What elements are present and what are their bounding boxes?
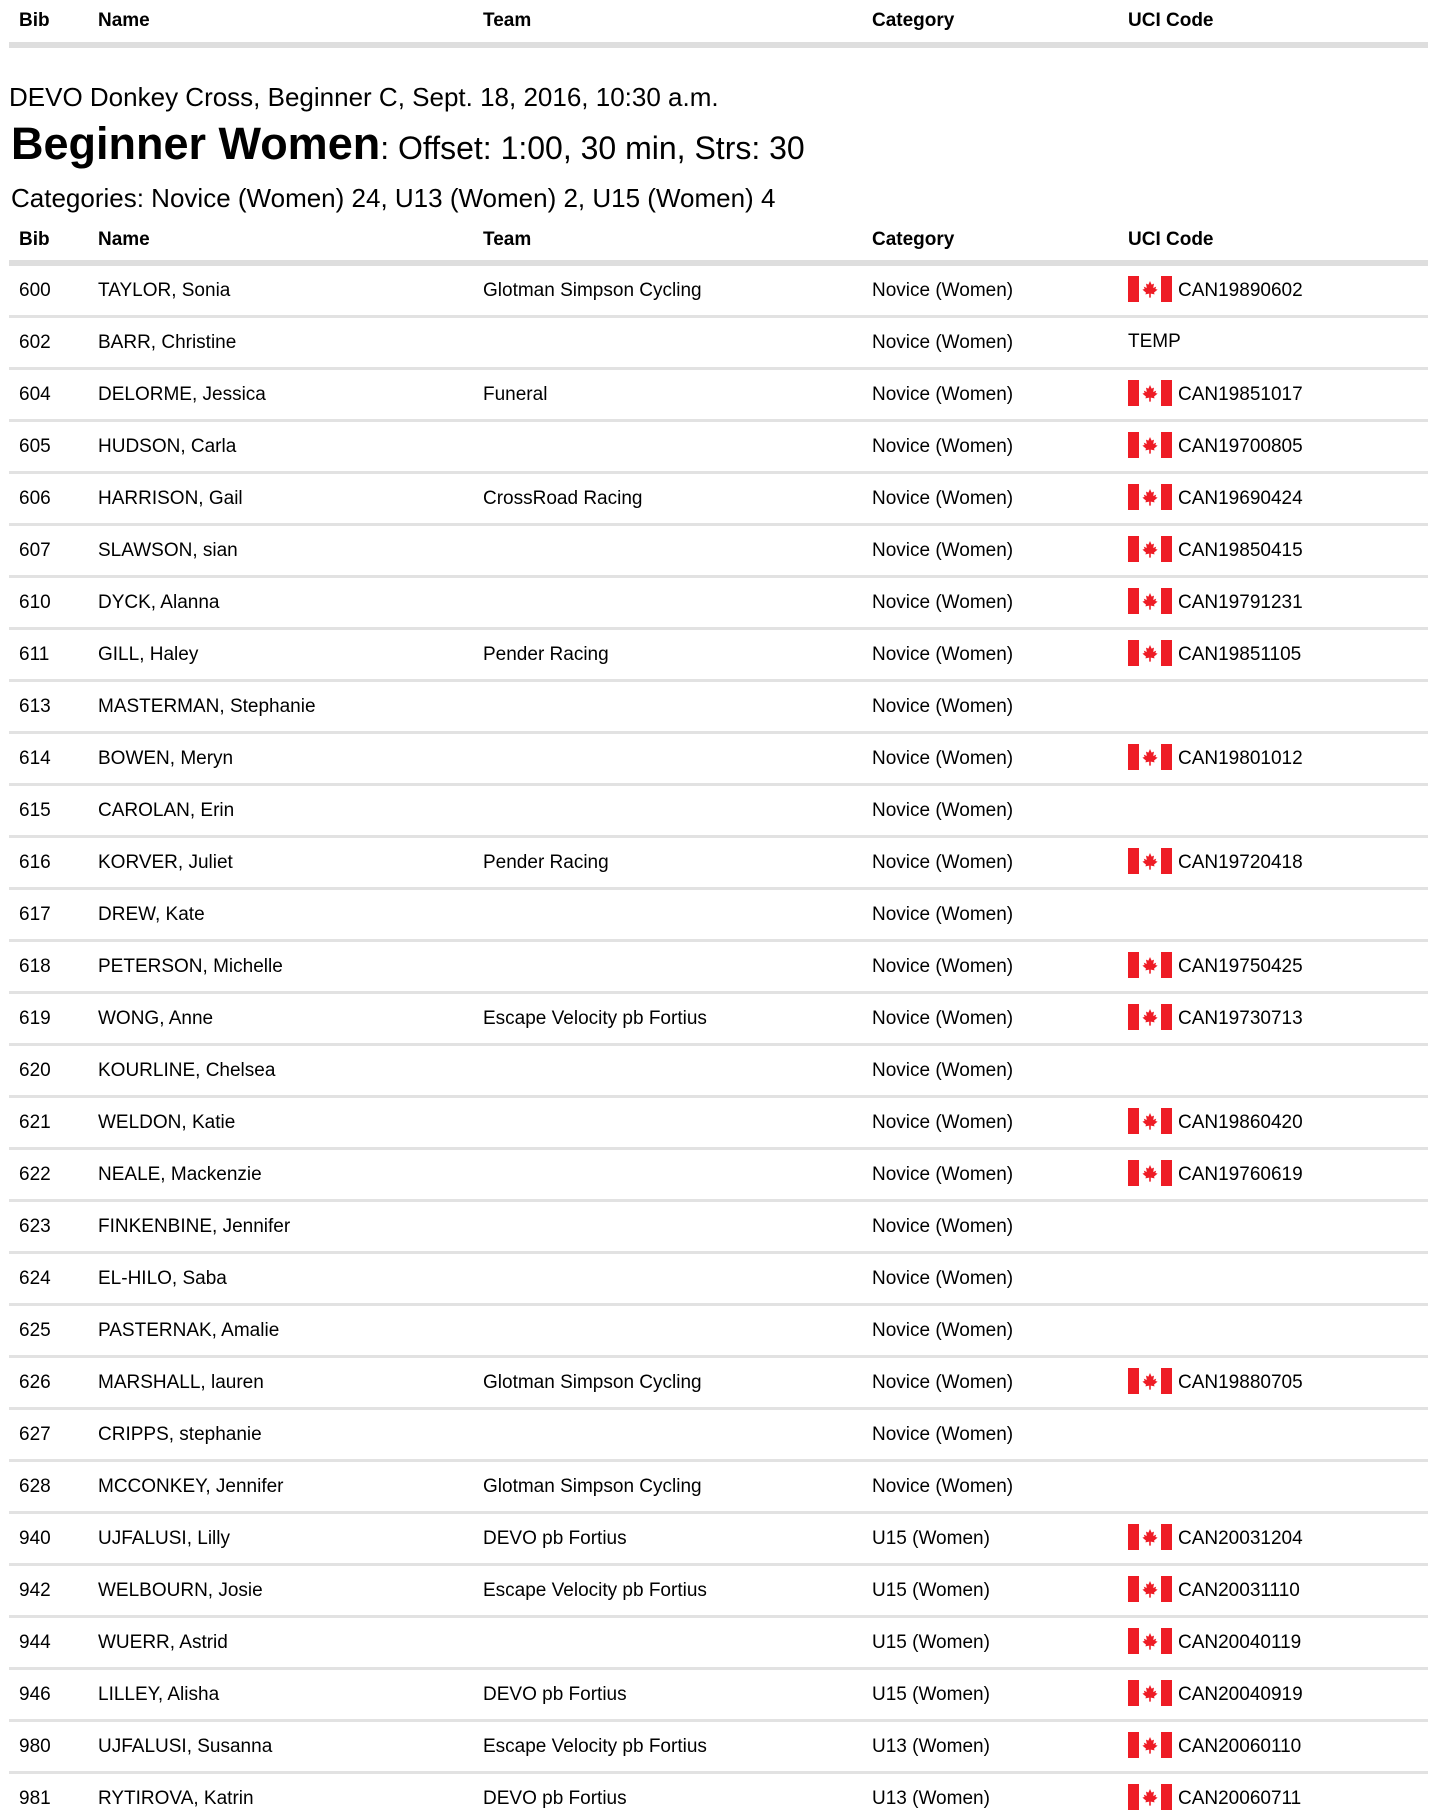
uci-code-cell: [1118, 1045, 1428, 1097]
category-cell: Novice (Women): [862, 993, 1118, 1045]
name-cell: SLAWSON, sian: [88, 525, 473, 577]
table-row: [9, 941, 1428, 993]
bib-cell: 623: [9, 1201, 88, 1253]
team-cell: [473, 1201, 862, 1253]
table-header-row: [9, 219, 1428, 263]
canada-flag-icon: [1128, 1524, 1172, 1550]
name-cell: PASTERNAK, Amalie: [88, 1305, 473, 1357]
uci-code-cell: [1118, 1201, 1428, 1253]
uci-code-cell: [1118, 837, 1428, 889]
category-cell: Novice (Women): [862, 577, 1118, 629]
uci-code-cell: [1118, 993, 1428, 1045]
uci-code-cell: [1118, 369, 1428, 421]
table-row: [9, 1201, 1428, 1253]
table-row: [9, 1461, 1428, 1513]
category-cell: Novice (Women): [862, 1409, 1118, 1461]
uci-code-text: CAN20060110: [1178, 1735, 1302, 1757]
uci-code-text: CAN19791231: [1178, 591, 1303, 613]
canada-flag-icon: [1128, 1628, 1172, 1654]
bib-cell: 605: [9, 421, 88, 473]
column-header-team[interactable]: Team: [473, 219, 862, 263]
name-cell: WONG, Anne: [88, 993, 473, 1045]
team-cell: DEVO pb Fortius: [473, 1773, 862, 1820]
start-list-table: [9, 219, 1428, 1820]
column-header-category[interactable]: Category: [862, 0, 1118, 45]
category-cell: U13 (Women): [862, 1721, 1118, 1773]
team-cell: DEVO pb Fortius: [473, 1669, 862, 1721]
column-header-bib[interactable]: Bib: [9, 219, 88, 263]
category-cell: Novice (Women): [862, 317, 1118, 369]
bib-cell: 618: [9, 941, 88, 993]
uci-code-text: CAN19850415: [1178, 539, 1303, 561]
bib-cell: 616: [9, 837, 88, 889]
team-cell: [473, 525, 862, 577]
bib-cell: 626: [9, 1357, 88, 1409]
uci-code-cell: [1118, 1721, 1428, 1773]
canada-flag-icon: [1128, 1108, 1172, 1134]
uci-code-cell: [1118, 263, 1428, 317]
category-cell: U15 (Women): [862, 1513, 1118, 1565]
bib-cell: 617: [9, 889, 88, 941]
name-cell: EL-HILO, Saba: [88, 1253, 473, 1305]
uci-code-text: CAN19700805: [1178, 435, 1303, 457]
bib-cell: 981: [9, 1773, 88, 1820]
canada-flag-icon: [1128, 536, 1172, 562]
uci-code-text: CAN19851105: [1178, 643, 1302, 665]
column-header-uci-code[interactable]: UCI Code: [1118, 0, 1428, 45]
bib-cell: 613: [9, 681, 88, 733]
name-cell: KORVER, Juliet: [88, 837, 473, 889]
column-header-name[interactable]: Name: [88, 0, 473, 45]
name-cell: CRIPPS, stephanie: [88, 1409, 473, 1461]
table-row: [9, 837, 1428, 889]
category-cell: Novice (Women): [862, 629, 1118, 681]
table-row: [9, 1721, 1428, 1773]
uci-code-cell: [1118, 1617, 1428, 1669]
race-info: DEVO Donkey Cross, Beginner C, Sept. 18, 2016, 10:30 a.m.: [9, 82, 719, 112]
name-cell: UJFALUSI, Susanna: [88, 1721, 473, 1773]
table-row: [9, 1149, 1428, 1201]
table-row: [9, 525, 1428, 577]
canada-flag-icon: [1128, 1004, 1172, 1030]
canada-flag-icon: [1128, 1160, 1172, 1186]
uci-code-cell: [1118, 317, 1428, 369]
bib-cell: 600: [9, 263, 88, 317]
category-cell: U13 (Women): [862, 1773, 1118, 1820]
uci-code-text: CAN19690424: [1178, 487, 1303, 509]
bib-cell: 604: [9, 369, 88, 421]
team-cell: Escape Velocity pb Fortius: [473, 1721, 862, 1773]
uci-code-cell: [1118, 1097, 1428, 1149]
uci-code-cell: [1118, 681, 1428, 733]
uci-code-cell: [1118, 889, 1428, 941]
table-row: [9, 369, 1428, 421]
uci-code-text: CAN19801012: [1178, 747, 1303, 769]
category-cell: Novice (Women): [862, 525, 1118, 577]
uci-code-text: CAN19860420: [1178, 1111, 1303, 1133]
uci-code-cell: [1118, 1669, 1428, 1721]
category-cell: Novice (Women): [862, 1253, 1118, 1305]
team-cell: [473, 681, 862, 733]
name-cell: MASTERMAN, Stephanie: [88, 681, 473, 733]
category-cell: Novice (Women): [862, 473, 1118, 525]
team-cell: [473, 941, 862, 993]
team-cell: [473, 1617, 862, 1669]
team-cell: [473, 889, 862, 941]
team-cell: CrossRoad Racing: [473, 473, 862, 525]
uci-code-text: CAN19750425: [1178, 955, 1303, 977]
uci-code-text: CAN20040119: [1178, 1631, 1302, 1653]
bib-cell: 944: [9, 1617, 88, 1669]
table-row: [9, 317, 1428, 369]
table-row: [9, 1253, 1428, 1305]
category-cell: Novice (Women): [862, 369, 1118, 421]
category-cell: Novice (Women): [862, 1357, 1118, 1409]
uci-code-cell: [1118, 1409, 1428, 1461]
table-row: [9, 993, 1428, 1045]
canada-flag-icon: [1128, 1680, 1172, 1706]
uci-code-cell: [1118, 941, 1428, 993]
bib-cell: 602: [9, 317, 88, 369]
team-cell: [473, 733, 862, 785]
bib-cell: 621: [9, 1097, 88, 1149]
uci-code-cell: [1118, 1149, 1428, 1201]
team-cell: [473, 1097, 862, 1149]
uci-code-text: CAN19730713: [1178, 1007, 1303, 1029]
uci-code-cell: [1118, 1357, 1428, 1409]
race-title: [11, 118, 805, 170]
table-row: [9, 681, 1428, 733]
uci-code-text: CAN19720418: [1178, 851, 1303, 873]
bib-cell: 614: [9, 733, 88, 785]
category-cell: Novice (Women): [862, 1149, 1118, 1201]
category-cell: Novice (Women): [862, 941, 1118, 993]
table-row: [9, 785, 1428, 837]
category-cell: Novice (Women): [862, 1201, 1118, 1253]
table-row: [9, 1305, 1428, 1357]
uci-code-cell: [1118, 1253, 1428, 1305]
column-header-uci-code[interactable]: UCI Code: [1118, 219, 1428, 263]
team-cell: [473, 1045, 862, 1097]
race-details: : Offset: 1:00, 30 min, Strs: 30: [380, 130, 805, 166]
canada-flag-icon: [1128, 640, 1172, 666]
name-cell: DYCK, Alanna: [88, 577, 473, 629]
category-cell: U15 (Women): [862, 1565, 1118, 1617]
name-cell: MCCONKEY, Jennifer: [88, 1461, 473, 1513]
team-cell: Escape Velocity pb Fortius: [473, 993, 862, 1045]
bib-cell: 624: [9, 1253, 88, 1305]
table-row: [9, 733, 1428, 785]
team-cell: [473, 1149, 862, 1201]
previous-race-table: [9, 0, 1428, 48]
uci-code-text: CAN20031204: [1178, 1527, 1303, 1549]
name-cell: HARRISON, Gail: [88, 473, 473, 525]
table-header-row: [9, 0, 1428, 45]
table-row: [9, 1097, 1428, 1149]
team-cell: [473, 317, 862, 369]
canada-flag-icon: [1128, 1576, 1172, 1602]
table-row: [9, 1357, 1428, 1409]
category-cell: Novice (Women): [862, 1461, 1118, 1513]
canada-flag-icon: [1128, 588, 1172, 614]
bib-cell: 940: [9, 1513, 88, 1565]
category-cell: Novice (Women): [862, 733, 1118, 785]
category-cell: Novice (Women): [862, 681, 1118, 733]
team-cell: [473, 1253, 862, 1305]
canada-flag-icon: [1128, 1784, 1172, 1810]
name-cell: WUERR, Astrid: [88, 1617, 473, 1669]
bib-cell: 942: [9, 1565, 88, 1617]
category-cell: U15 (Women): [862, 1669, 1118, 1721]
category-cell: Novice (Women): [862, 785, 1118, 837]
canada-flag-icon: [1128, 432, 1172, 458]
table-row: [9, 629, 1428, 681]
uci-code-text: CAN19890602: [1178, 279, 1303, 301]
uci-code-text: CAN20040919: [1178, 1683, 1303, 1705]
uci-code-cell: [1118, 733, 1428, 785]
team-cell: Glotman Simpson Cycling: [473, 263, 862, 317]
uci-code-cell: [1118, 577, 1428, 629]
uci-code-cell: [1118, 785, 1428, 837]
name-cell: LILLEY, Alisha: [88, 1669, 473, 1721]
table-row: [9, 1409, 1428, 1461]
team-cell: [473, 577, 862, 629]
category-cell: Novice (Women): [862, 889, 1118, 941]
uci-code-text: CAN19760619: [1178, 1163, 1303, 1185]
bib-cell: 619: [9, 993, 88, 1045]
name-cell: NEALE, Mackenzie: [88, 1149, 473, 1201]
category-cell: Novice (Women): [862, 1045, 1118, 1097]
name-cell: MARSHALL, lauren: [88, 1357, 473, 1409]
column-header-bib[interactable]: Bib: [9, 0, 88, 45]
name-cell: FINKENBINE, Jennifer: [88, 1201, 473, 1253]
team-cell: Pender Racing: [473, 837, 862, 889]
uci-code-cell: [1118, 1773, 1428, 1820]
uci-code-cell: [1118, 421, 1428, 473]
column-header-name[interactable]: Name: [88, 219, 473, 263]
uci-code-cell: [1118, 1305, 1428, 1357]
uci-code-cell: [1118, 1565, 1428, 1617]
table-row: [9, 473, 1428, 525]
race-name: Beginner Women: [11, 118, 381, 169]
canada-flag-icon: [1128, 952, 1172, 978]
column-header-team[interactable]: Team: [473, 0, 862, 45]
uci-code-text: CAN20060711: [1178, 1787, 1302, 1809]
bib-cell: 607: [9, 525, 88, 577]
canada-flag-icon: [1128, 484, 1172, 510]
uci-code-text: TEMP: [1128, 331, 1181, 353]
name-cell: BOWEN, Meryn: [88, 733, 473, 785]
canada-flag-icon: [1128, 848, 1172, 874]
bib-cell: 622: [9, 1149, 88, 1201]
table-row: [9, 1669, 1428, 1721]
canada-flag-icon: [1128, 1368, 1172, 1394]
name-cell: BARR, Christine: [88, 317, 473, 369]
name-cell: UJFALUSI, Lilly: [88, 1513, 473, 1565]
race-categories: Categories: Novice (Women) 24, U13 (Women) 2, U15 (Women) 4: [11, 183, 776, 213]
name-cell: KOURLINE, Chelsea: [88, 1045, 473, 1097]
name-cell: WELBOURN, Josie: [88, 1565, 473, 1617]
category-cell: U15 (Women): [862, 1617, 1118, 1669]
category-cell: Novice (Women): [862, 421, 1118, 473]
table-row: [9, 1565, 1428, 1617]
bib-cell: 980: [9, 1721, 88, 1773]
start-list-body: [9, 263, 1428, 1820]
canada-flag-icon: [1128, 1732, 1172, 1758]
name-cell: DREW, Kate: [88, 889, 473, 941]
table-row: [9, 421, 1428, 473]
name-cell: TAYLOR, Sonia: [88, 263, 473, 317]
team-cell: DEVO pb Fortius: [473, 1513, 862, 1565]
column-header-category[interactable]: Category: [862, 219, 1118, 263]
table-row: [9, 577, 1428, 629]
bib-cell: 615: [9, 785, 88, 837]
team-cell: [473, 421, 862, 473]
uci-code-cell: [1118, 525, 1428, 577]
bib-cell: 606: [9, 473, 88, 525]
canada-flag-icon: [1128, 380, 1172, 406]
bib-cell: 627: [9, 1409, 88, 1461]
team-cell: Escape Velocity pb Fortius: [473, 1565, 862, 1617]
name-cell: GILL, Haley: [88, 629, 473, 681]
bib-cell: 620: [9, 1045, 88, 1097]
bib-cell: 610: [9, 577, 88, 629]
table-row: [9, 1773, 1428, 1820]
team-cell: Glotman Simpson Cycling: [473, 1461, 862, 1513]
table-row: [9, 889, 1428, 941]
uci-code-cell: [1118, 1461, 1428, 1513]
table-row: [9, 1513, 1428, 1565]
name-cell: WELDON, Katie: [88, 1097, 473, 1149]
team-cell: Glotman Simpson Cycling: [473, 1357, 862, 1409]
uci-code-text: CAN19851017: [1178, 383, 1303, 405]
team-cell: Funeral: [473, 369, 862, 421]
category-cell: Novice (Women): [862, 1097, 1118, 1149]
bib-cell: 946: [9, 1669, 88, 1721]
bib-cell: 611: [9, 629, 88, 681]
name-cell: DELORME, Jessica: [88, 369, 473, 421]
name-cell: RYTIROVA, Katrin: [88, 1773, 473, 1820]
canada-flag-icon: [1128, 276, 1172, 302]
table-row: [9, 1617, 1428, 1669]
table-row: [9, 263, 1428, 317]
category-cell: Novice (Women): [862, 263, 1118, 317]
team-cell: [473, 785, 862, 837]
bib-cell: 625: [9, 1305, 88, 1357]
team-cell: [473, 1409, 862, 1461]
category-cell: Novice (Women): [862, 837, 1118, 889]
bib-cell: 628: [9, 1461, 88, 1513]
canada-flag-icon: [1128, 744, 1172, 770]
team-cell: [473, 1305, 862, 1357]
table-row: [9, 1045, 1428, 1097]
team-cell: Pender Racing: [473, 629, 862, 681]
name-cell: CAROLAN, Erin: [88, 785, 473, 837]
category-cell: Novice (Women): [862, 1305, 1118, 1357]
uci-code-text: CAN19880705: [1178, 1371, 1303, 1393]
uci-code-cell: [1118, 1513, 1428, 1565]
uci-code-cell: [1118, 629, 1428, 681]
name-cell: PETERSON, Michelle: [88, 941, 473, 993]
uci-code-text: CAN20031110: [1178, 1579, 1300, 1601]
name-cell: HUDSON, Carla: [88, 421, 473, 473]
uci-code-cell: [1118, 473, 1428, 525]
